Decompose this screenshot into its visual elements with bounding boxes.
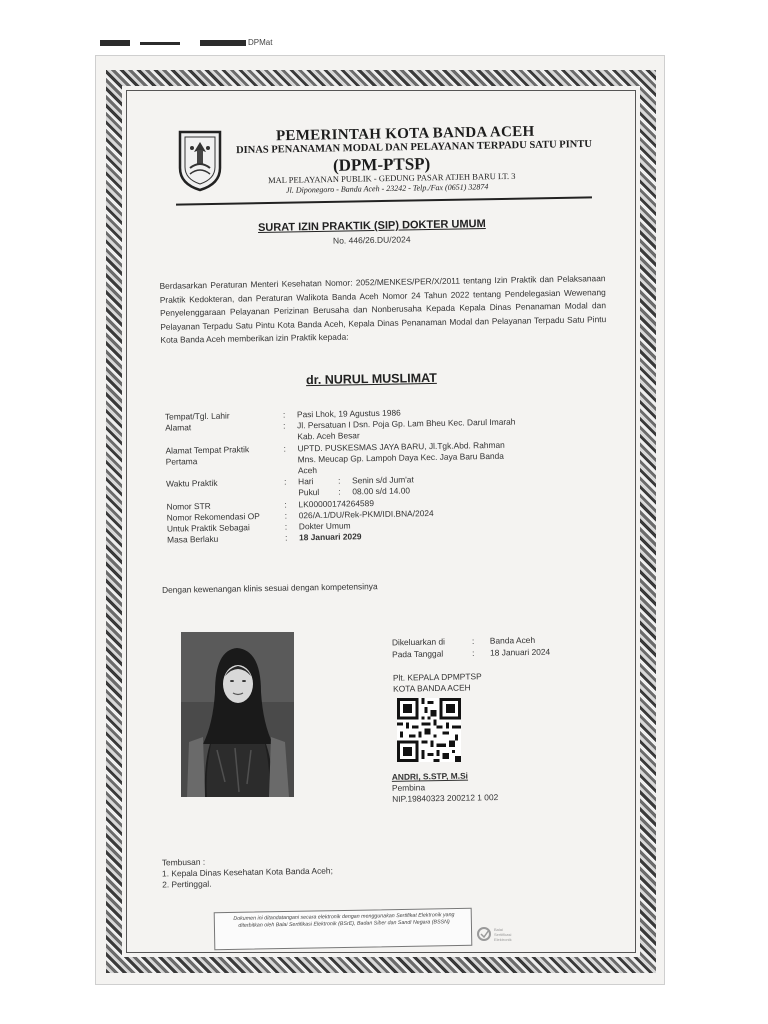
field-value: Pasi Lhok, 19 Agustus 1986 (296, 407, 401, 420)
holder-photo (181, 632, 294, 797)
field-value-line: Mns. Meucap Gp. Lampoh Daya Kec. Jaya Baru Banda (297, 450, 504, 465)
copy-recipients (162, 855, 333, 892)
svg-text:Elektronik: Elektronik (494, 937, 512, 942)
field-label-line: Pertama (165, 455, 198, 467)
license-holder-name: dr. NURUL MUSLIMAT (305, 370, 437, 388)
field-value: Dokter Umum (298, 520, 351, 532)
qr-code-icon (397, 698, 461, 762)
field-label: Alamat (165, 422, 192, 433)
field-label (165, 443, 284, 479)
copy-item: 1. Kepala Dinas Kesehatan Kota Banda Aceh; (161, 865, 333, 879)
field-label: Tempat/Tgl. Lahir (164, 410, 230, 422)
field-value: LK00000174264589 (298, 497, 375, 509)
field-value: 18 Januari 2029 (298, 531, 362, 543)
svg-text:Sertifikasi: Sertifikasi (494, 932, 512, 937)
field-label: Nomor Rekomendasi OP (166, 510, 260, 523)
signatory-position (393, 671, 482, 695)
banda-aceh-emblem-icon (176, 128, 224, 192)
field-label: Waktu Praktik (166, 477, 218, 489)
field-colon: : (284, 532, 288, 543)
field-colon: : (284, 510, 288, 521)
issuance-label: Dikeluarkan di (391, 636, 446, 648)
e-signature-notice: Dokumen ini ditandatangani secara elektronik dengan menggunakan Sertifikat Elektronik yang diterbitkan oleh Balai Sertifikasi Elektronik (BSrE), Badan Siber dan Sandi Negara (BSSN) (233, 912, 455, 930)
field-label: Masa Berlaku (167, 533, 219, 545)
clinical-authority-note: Dengan kewenangan klinis sesuai dengan kompetensinya (161, 581, 378, 595)
field-value-line: Aceh (297, 465, 318, 476)
issuance-value: 18 Januari 2024 (489, 646, 551, 658)
field-colon: : (284, 499, 287, 510)
field-colon: : (282, 409, 286, 420)
copy-item: 2. Pertinggal. (162, 879, 212, 890)
field-value-line: UPTD. PUSKESMAS JAYA BARU, Jl.Tgk.Abd. Rahman (297, 439, 505, 453)
license-details (165, 404, 587, 546)
field-colon: : (284, 476, 287, 487)
field-value (297, 438, 586, 477)
sub-colon: : (338, 475, 341, 486)
field-colon: : (284, 521, 288, 532)
document-number: No. 446/26.DU/2024 (332, 234, 411, 246)
issuance-label: Pada Tanggal (392, 647, 444, 659)
bsre-logo-icon (476, 922, 536, 946)
copy-heading: Tembusan : (161, 856, 206, 868)
field-value-line: Kab. Aceh Besar (297, 430, 360, 442)
sub-label: Hari (298, 476, 314, 487)
signatory-nip: NIP.19840323 200212 1 002 (392, 792, 499, 804)
scan-mark (100, 40, 130, 46)
field-label: Nomor STR (166, 500, 211, 512)
document-title: SURAT IZIN PRAKTIK (SIP) DOKTER UMUM (257, 218, 486, 234)
signatory-name: ANDRI, S.STP, M.Si (391, 770, 469, 782)
issuance-info (392, 635, 550, 661)
signatory-title-line: Plt. KEPALA DPMPTSP (392, 671, 482, 683)
issuance-value: Banda Aceh (489, 634, 536, 646)
signatory-rank: Pembina (391, 782, 426, 793)
issuance-colon: : (471, 635, 475, 646)
field-colon: : (283, 420, 286, 431)
sub-value: 08.00 s/d 14.00 (352, 485, 411, 497)
field-colon: : (283, 443, 286, 454)
scan-mark (140, 42, 180, 45)
sub-colon: : (338, 487, 341, 498)
issuance-colon: : (471, 647, 475, 658)
field-label: Untuk Praktik Sebagai (166, 522, 250, 534)
sub-label: Pukul (298, 487, 320, 498)
header-agency: DINAS PENANAMAN MODAL DAN PELAYANAN TERPADU SATU PINTU (235, 138, 593, 157)
field-label-line: Alamat Tempat Praktik (165, 443, 250, 456)
sub-value: Senin s/d Jum'at (352, 474, 414, 486)
scan-mark (200, 40, 246, 46)
header-address: MAL PELAYANAN PUBLIK - GEDUNG PASAR ATJEH BARU LT. 3 (267, 170, 516, 186)
header-government: PEMERINTAH KOTA BANDA ACEH (275, 123, 535, 145)
field-value: 026/A.1/DU/Rek-PKM/IDI.BNA/2024 (298, 507, 434, 521)
header-contact: Jl. Diponegoro - Banda Aceh - 23242 - Telp./Fax (0651) 32874 (285, 182, 489, 195)
scan-top-text: DPMat (248, 38, 273, 47)
header-acronym: (DPM-PTSP) (332, 154, 431, 175)
field-value-line: Jl. Persatuan I Dsn. Poja Gp. Lam Bheu Kec. Darul Imarah (297, 416, 516, 431)
intro-paragraph: Berdasarkan Peraturan Menteri Kesehatan Nomor: 2052/MENKES/PER/X/2011 tentang Izin Praktik dan Pelaksanaan Praktik Kedokteran, dan Peraturan Walikota Banda Aceh Nomor 24 Tahun 2022 tentang Pendelegasian Wewenang Penyelenggaraan Pelayanan Perizinan Berusaha dan Nonberusaha Kepada Kepala Dinas Penanaman Modal dan Pelayanan Terpadu Satu Pintu Kota Banda Aceh, Kepala Dinas Penanaman Modal dan Pelayanan Terpadu Satu Pintu Kota Banda Aceh memberikan izin Praktik kepada: (159, 273, 607, 346)
svg-text:Balai: Balai (494, 927, 503, 932)
signatory-title-line: KOTA BANDA ACEH (393, 682, 471, 694)
signatory-block (392, 770, 499, 805)
